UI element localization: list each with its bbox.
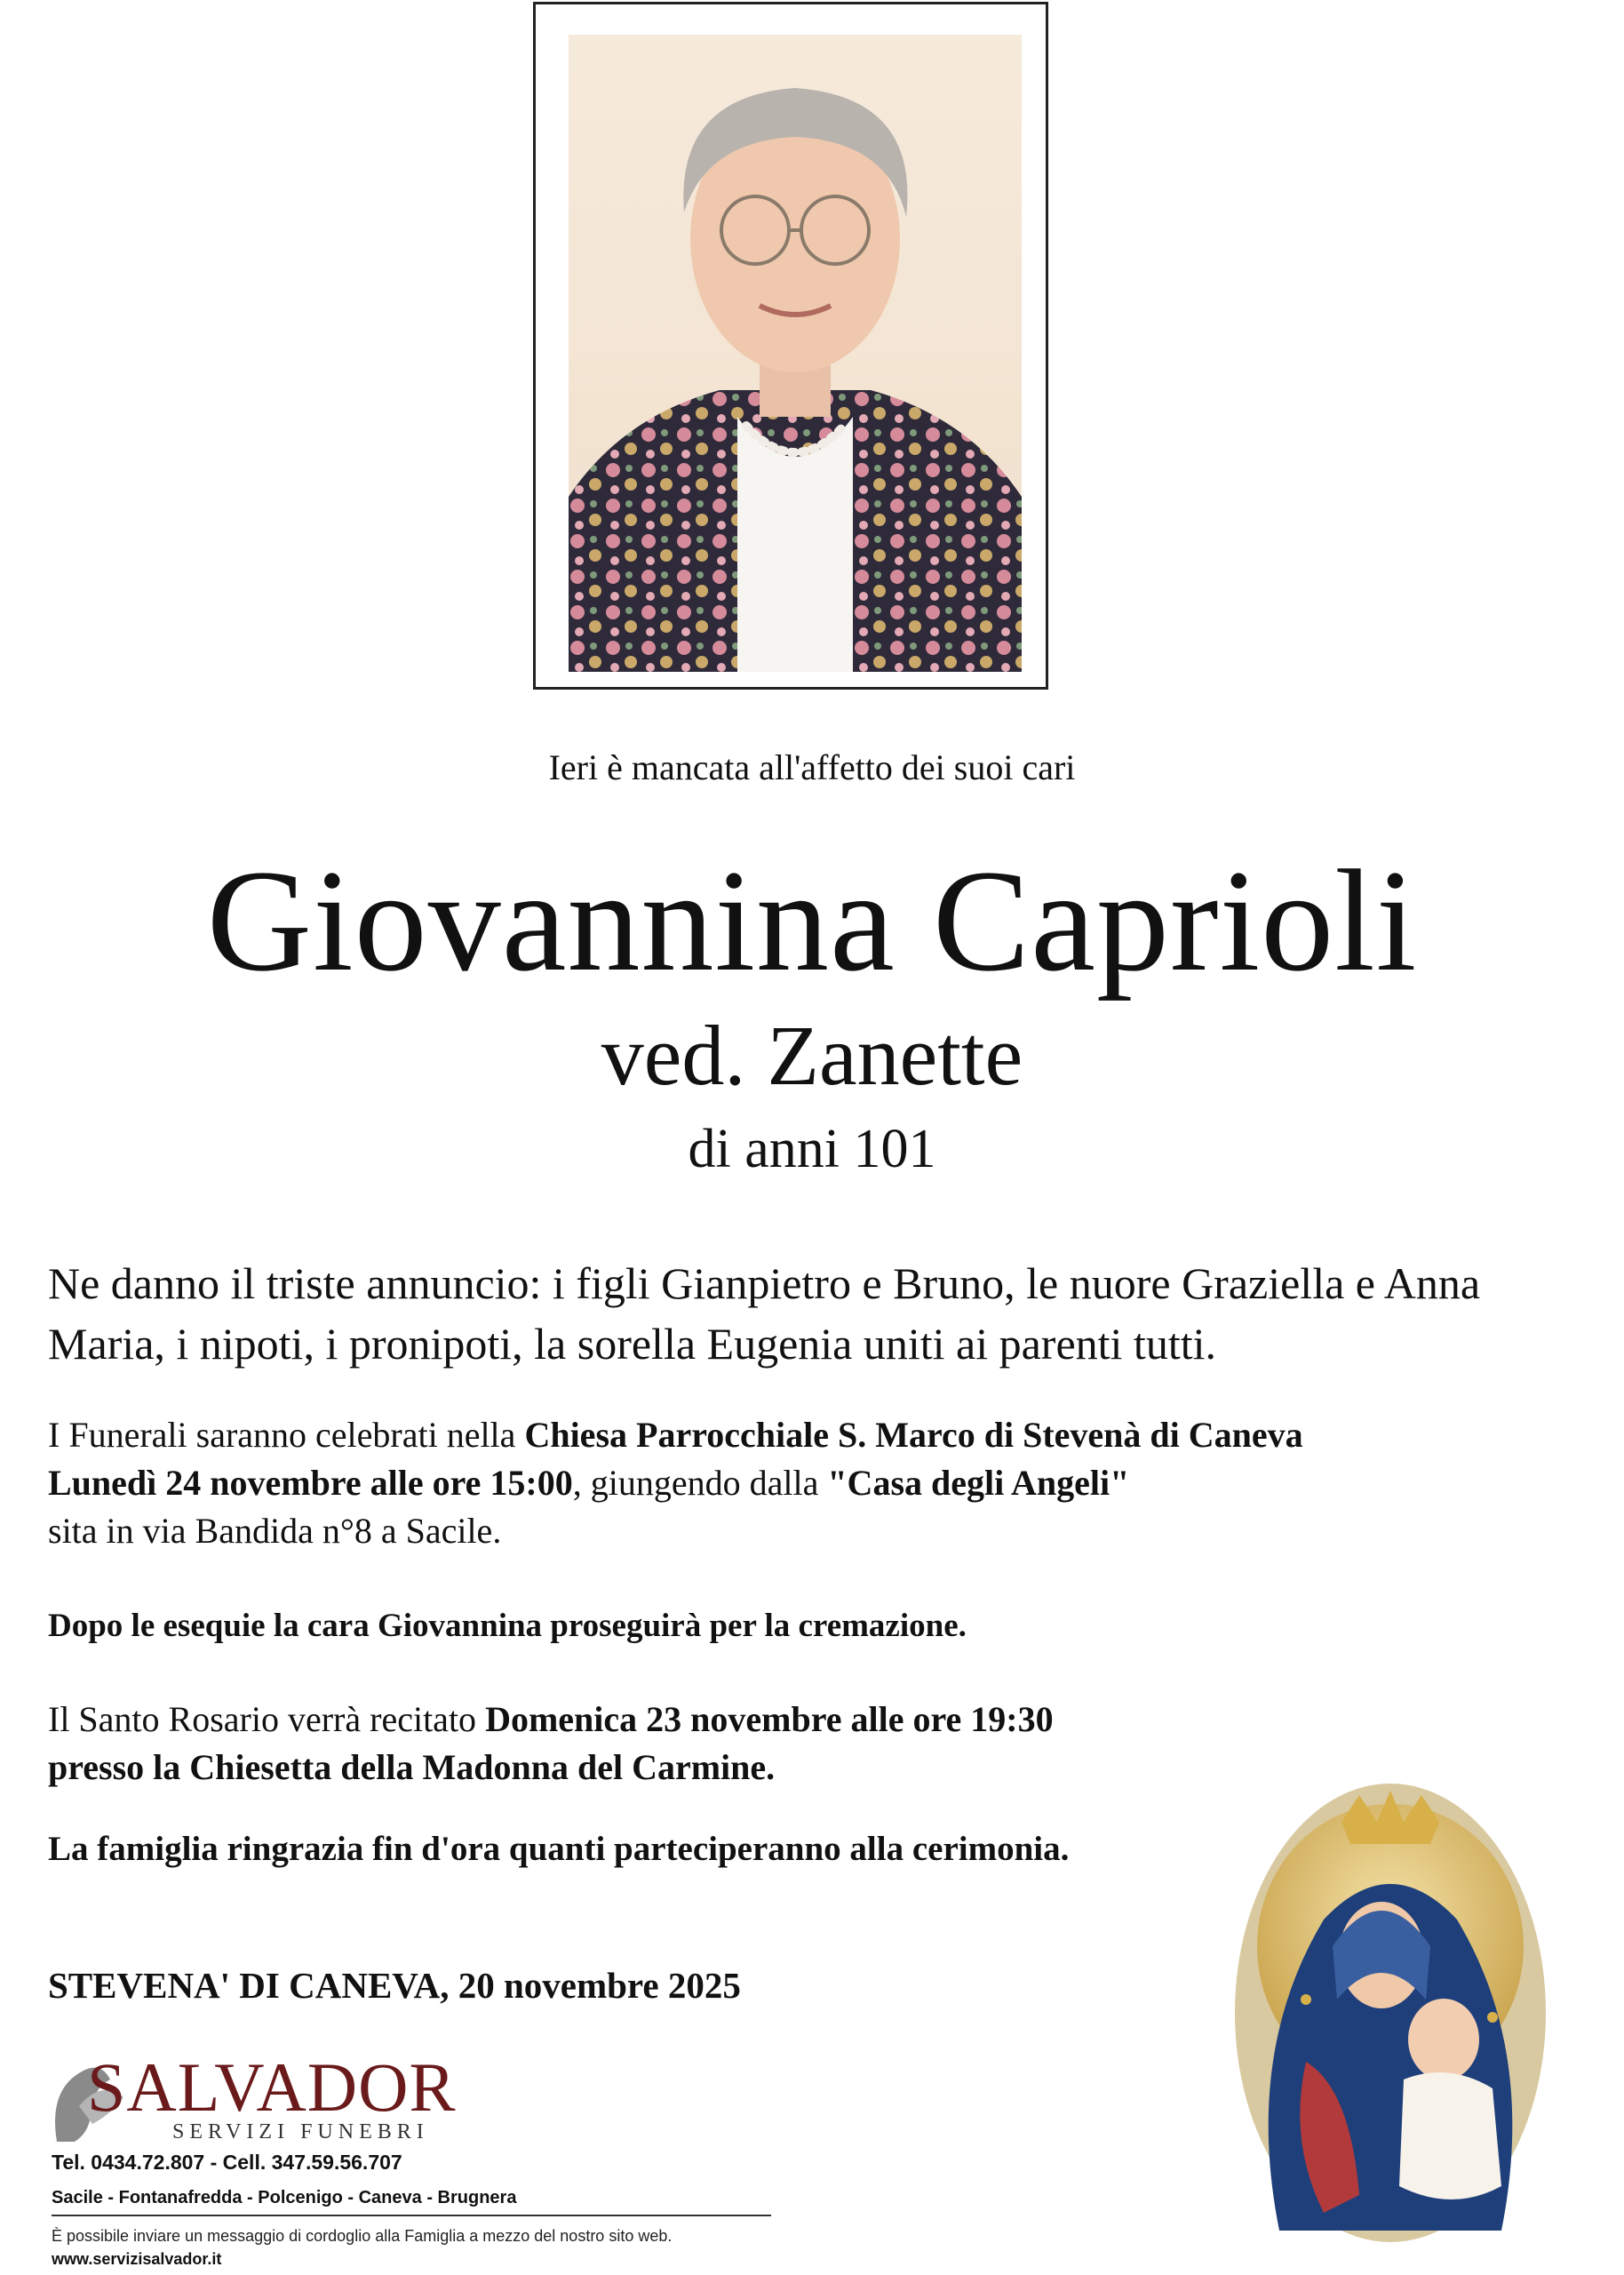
- intro-line: Ieri è mancata all'affetto dei suoi cari: [548, 747, 1076, 787]
- logo-subtitle: SERVIZI FUNEBRI: [172, 2120, 429, 2143]
- age: di anni 101: [688, 1119, 936, 1179]
- rosary-text: Il Santo Rosario verrà recitato: [48, 1699, 486, 1739]
- funeral-origin: "Casa degli Angeli": [827, 1463, 1130, 1503]
- funeral-text: I Funerali saranno celebrati nella: [48, 1415, 525, 1455]
- rosary-place: presso la Chiesetta della Madonna del Carmine.: [48, 1747, 776, 1787]
- portrait-photo: [569, 35, 1022, 672]
- married-name: ved. Zanette: [601, 1008, 1023, 1103]
- funeral-paragraph: [48, 1411, 1576, 1555]
- place-date: STEVENA' DI CANEVA, 20 novembre 2025: [48, 1965, 741, 2006]
- divider: [52, 2215, 771, 2216]
- cremation-note: Dopo le esequie la cara Giovannina proseguirà per la cremazione.: [48, 1608, 967, 1644]
- rosary-datetime: Domenica 23 novembre alle ore 19:30: [485, 1699, 1054, 1739]
- thanks-line: La famiglia ringrazia fin d'ora quanti parteciperanno alla cerimonia.: [48, 1830, 1070, 1868]
- condolence-note: È possibile inviare un messaggio di cordoglio alla Famiglia a mezzo del nostro sito web.: [52, 2227, 673, 2245]
- funeral-text-2: , giungendo dalla: [572, 1463, 828, 1503]
- portrait-frame: [533, 2, 1048, 690]
- logo-title: SALVADOR: [87, 2048, 457, 2126]
- portrait-illustration: [569, 35, 1022, 672]
- phone-numbers: Tel. 0434.72.807 - Cell. 347.59.56.707: [52, 2151, 402, 2174]
- madonna-and-child-image: [1226, 1768, 1555, 2248]
- funeral-datetime: Lunedì 24 novembre alle ore 15:00: [48, 1463, 573, 1503]
- deceased-name: Giovannina Caprioli: [206, 841, 1418, 1002]
- mourners-paragraph: Ne danno il triste annuncio: i figli Gianpietro e Bruno, le nuore Graziella e Anna Maria, i nipoti, i pronipoti, la sorella Eugenia uniti ai parenti tutti.: [48, 1258, 1481, 1369]
- funeral-address: sita in via Bandida n°8 a Sacile.: [48, 1511, 502, 1551]
- website-link[interactable]: www.servizisalvador.it: [52, 2250, 222, 2268]
- funeral-place: Chiesa Parrocchiale S. Marco di Stevenà di Caneva: [524, 1415, 1303, 1455]
- service-towns: Sacile - Fontanafredda - Polcenigo - Caneva - Brugnera: [52, 2188, 517, 2207]
